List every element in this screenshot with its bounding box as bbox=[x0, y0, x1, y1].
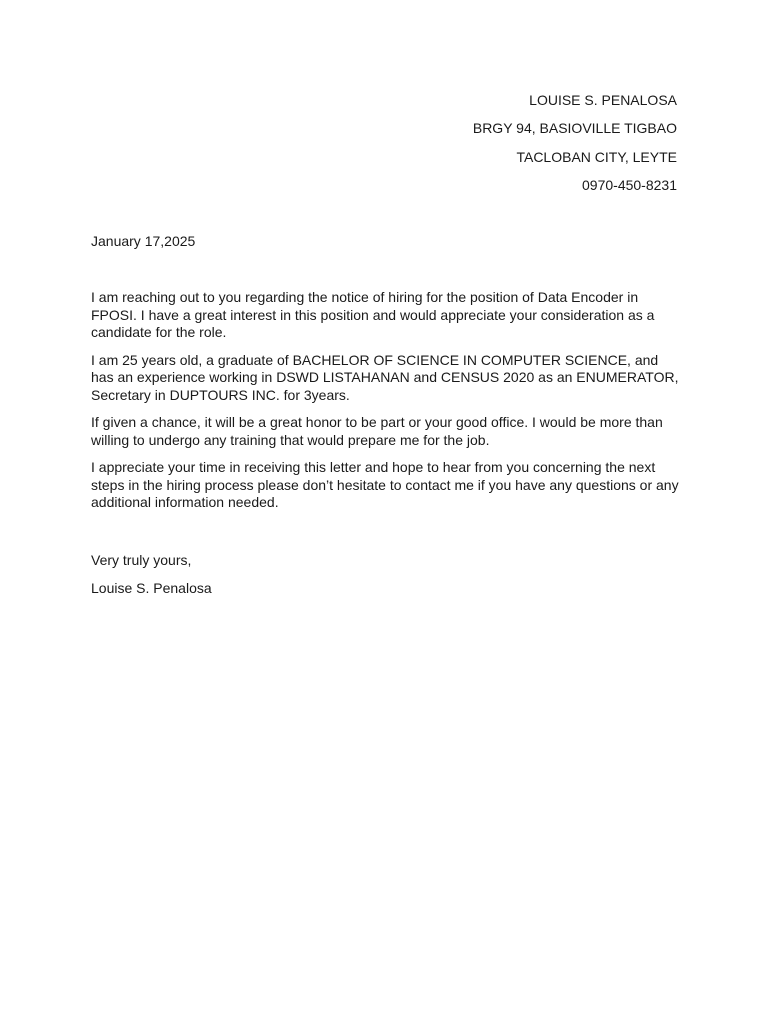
body-paragraph-3: If given a chance, it will be a great honor to be part or your good office. I would be more than willing to undergo any training that would prepare me for the job. bbox=[91, 414, 663, 448]
body-paragraph-1: I am reaching out to you regarding the notice of hiring for the position of Data Encoder in FPOSI. I have a great interest in this position and would appreciate your consideration as a candidate for the role. bbox=[91, 289, 655, 340]
sender-address-line1: BRGY 94, BASIOVILLE TIGBAO bbox=[472, 120, 677, 137]
letter-body bbox=[91, 289, 681, 522]
body-paragraph-2: I am 25 years old, a graduate of BACHELOR OF SCIENCE IN COMPUTER SCIENCE, and has an experience working in DSWD LISTAHANAN and CENSUS 2020 as an ENUMERATOR, Secretary in DUPTOURS INC. for 3years. bbox=[91, 351, 679, 403]
sender-block bbox=[473, 92, 677, 205]
sender-address-line2: TACLOBAN CITY, LEYTE bbox=[516, 148, 677, 165]
sender-phone: 0970-450-8231 bbox=[582, 176, 677, 193]
letter-signature: Louise S. Penalosa bbox=[91, 580, 212, 596]
letter-date: January 17,2025 bbox=[91, 233, 196, 249]
sender-name: LOUISE S. PENALOSA bbox=[529, 92, 677, 108]
body-paragraph-4: I appreciate your time in receiving this letter and hope to hear from you concerning the next steps in the hiring process please don’t hesitate to contact me if you have any questions or any additional information needed. bbox=[91, 459, 679, 510]
letter-closing: Very truly yours, bbox=[91, 552, 192, 568]
